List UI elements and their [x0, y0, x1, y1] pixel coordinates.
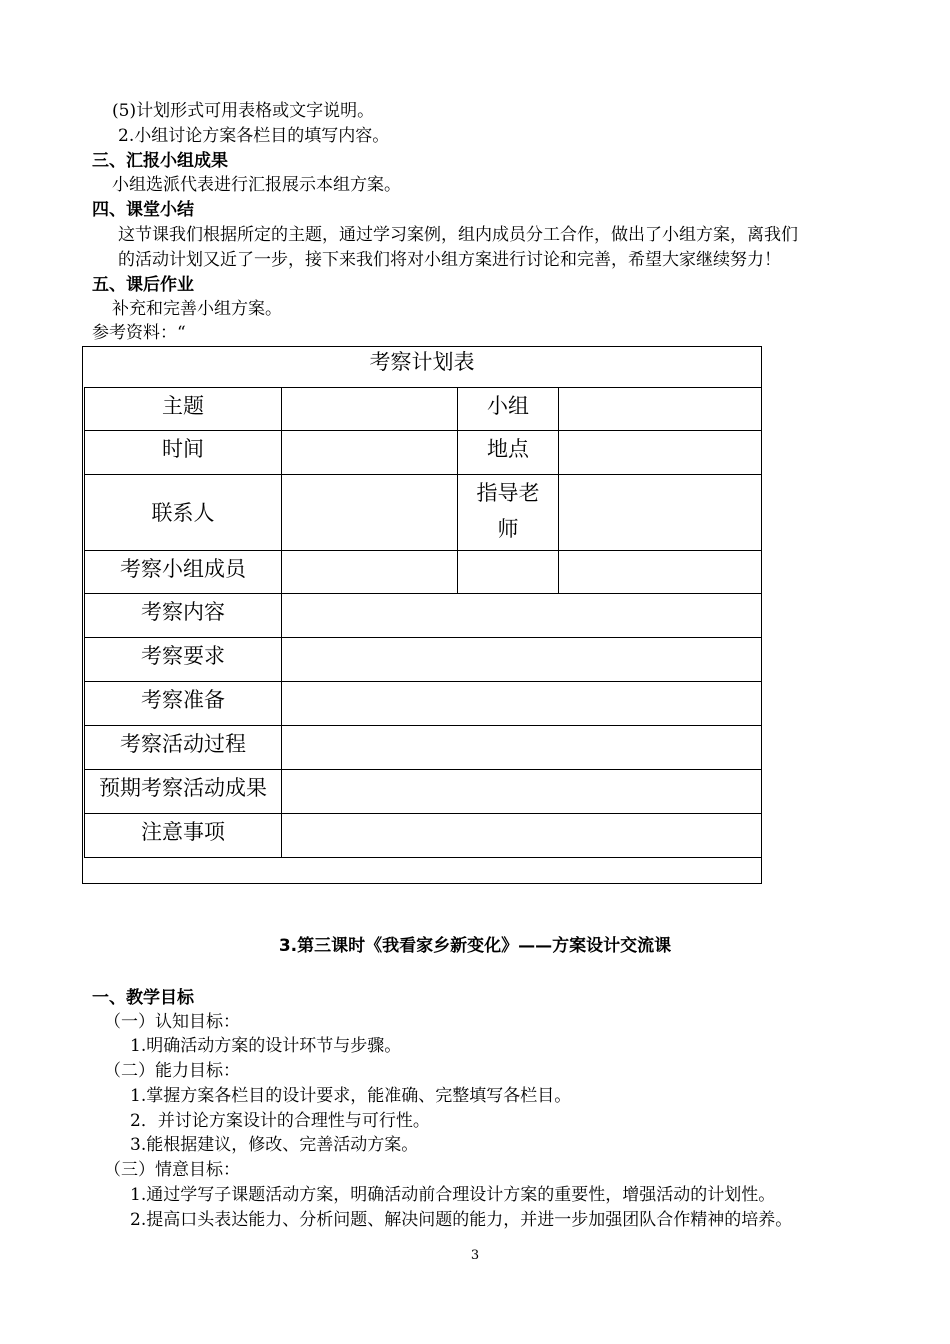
text-line: （三）情意目标：	[104, 1160, 240, 1180]
field-topic[interactable]	[282, 388, 458, 431]
label-members: 考察小组成员	[85, 551, 282, 594]
field-place[interactable]	[559, 431, 762, 475]
text-line: 1.掌握方案各栏目的设计要求，能准确、完整填写各栏目。	[130, 1086, 572, 1106]
section-heading: 四、课堂小结	[92, 200, 194, 220]
label-requirements: 考察要求	[85, 638, 282, 682]
text-line: 3.能根据建议，修改、完善活动方案。	[130, 1135, 419, 1155]
lesson-title: 3.第三课时《我看家乡新变化》——方案设计交流课	[278, 936, 672, 956]
field-preparation[interactable]	[282, 682, 762, 726]
text-line: 2.提高口头表达能力、分析问题、解决问题的能力，并进一步加强团队合作精神的培养。	[130, 1210, 793, 1230]
field-contact[interactable]	[282, 475, 458, 551]
text-line: (5)计划形式可用表格或文字说明。	[112, 101, 375, 121]
page-number: 3	[470, 1248, 480, 1263]
text-line: 1.通过学写子课题活动方案，明确活动前合理设计方案的重要性，增强活动的计划性。	[130, 1185, 776, 1205]
text-line: 这节课我们根据所定的主题，通过学习案例，组内成员分工合作，做出了小组方案，离我们	[118, 225, 798, 245]
text-line: 补充和完善小组方案。	[112, 299, 282, 319]
field-notes[interactable]	[282, 814, 762, 858]
label-process: 考察活动过程	[85, 726, 282, 770]
text-line: 2.小组讨论方案各栏目的填写内容。	[118, 126, 390, 146]
text-line: 小组选派代表进行汇报展示本组方案。	[112, 175, 401, 195]
label-place: 地点	[458, 431, 559, 475]
field-content[interactable]	[282, 594, 762, 638]
text-line: 1.明确活动方案的设计环节与步骤。	[130, 1036, 402, 1056]
plan-grid	[84, 387, 762, 858]
label-preparation: 考察准备	[85, 682, 282, 726]
label-time: 时间	[85, 431, 282, 475]
label-teacher	[458, 475, 559, 551]
field-members-1[interactable]	[282, 551, 458, 594]
text-line: （二）能力目标：	[104, 1061, 240, 1081]
field-group[interactable]	[559, 388, 762, 431]
field-process[interactable]	[282, 726, 762, 770]
label-notes: 注意事项	[85, 814, 282, 858]
plan-table-title: 考察计划表	[369, 350, 475, 374]
label-results: 预期考察活动成果	[85, 770, 282, 814]
field-time[interactable]	[282, 431, 458, 475]
field-results[interactable]	[282, 770, 762, 814]
field-members-3[interactable]	[559, 551, 762, 594]
label-content: 考察内容	[85, 594, 282, 638]
section-heading: 五、课后作业	[92, 275, 194, 295]
label-group: 小组	[458, 388, 559, 431]
label-topic: 主题	[85, 388, 282, 431]
text-line: 的活动计划又近了一步，接下来我们将对小组方案进行讨论和完善，希望大家继续努力！	[118, 250, 781, 270]
reference-label: 参考资料：“	[92, 323, 186, 343]
section-heading: 一、教学目标	[92, 988, 194, 1008]
section-heading: 三、汇报小组成果	[92, 151, 228, 171]
label-teacher-line1: 指导老	[476, 481, 540, 505]
label-teacher-line2: 师	[497, 517, 519, 541]
field-requirements[interactable]	[282, 638, 762, 682]
plan-table	[82, 346, 762, 884]
text-line: （一）认知目标：	[104, 1012, 240, 1032]
label-contact: 联系人	[85, 475, 282, 551]
field-members-2[interactable]	[458, 551, 559, 594]
field-teacher[interactable]	[559, 475, 762, 551]
text-line: 2．并讨论方案设计的合理性与可行性。	[130, 1111, 430, 1131]
